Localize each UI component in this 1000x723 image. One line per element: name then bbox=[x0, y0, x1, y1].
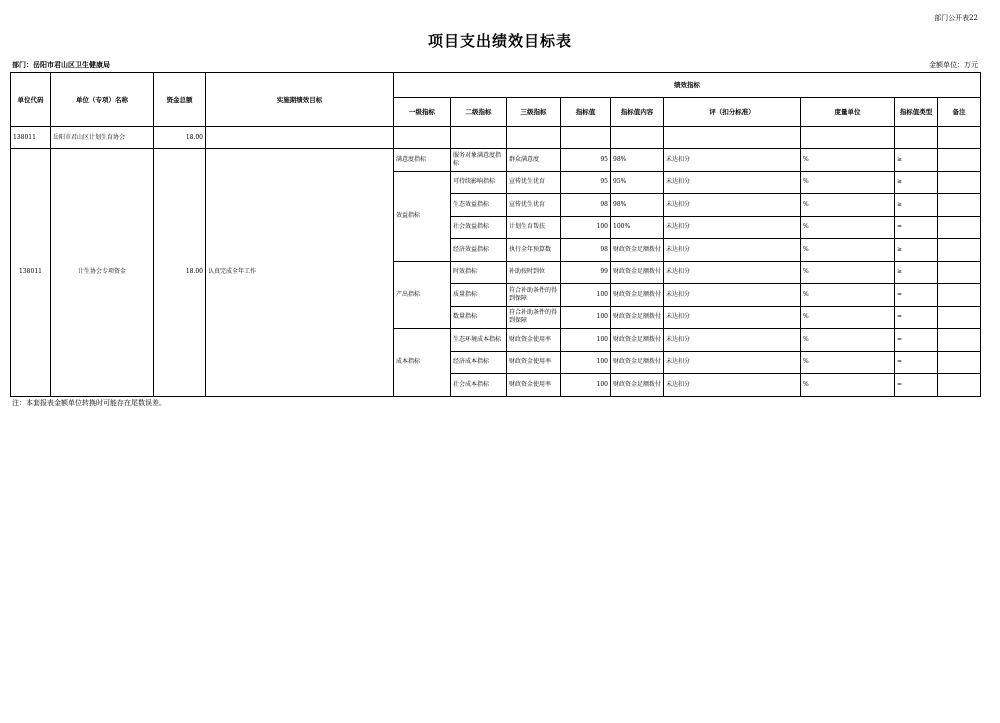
indicator-level2: 质量指标 bbox=[451, 284, 507, 307]
indicator-level2: 经济成本指标 bbox=[451, 351, 507, 374]
indicator-measure: % bbox=[801, 284, 895, 307]
indicator-level3: 计划生育帮扶 bbox=[507, 216, 561, 239]
indicator-score: 未达扣分 bbox=[664, 194, 801, 217]
indicator-remark bbox=[938, 171, 981, 194]
indicator-value: 98 bbox=[561, 239, 611, 262]
indicator-level3: 符合补助条件的得到保障 bbox=[507, 306, 561, 329]
department-label: 部门：岳阳市君山区卫生健康局 bbox=[12, 60, 110, 69]
indicator-score: 未达扣分 bbox=[664, 239, 801, 262]
indicator-level3: 补助按时到位 bbox=[507, 261, 561, 284]
indicator-score: 未达扣分 bbox=[664, 284, 801, 307]
indicator-score: 未达扣分 bbox=[664, 149, 801, 172]
indicator-measure: % bbox=[801, 239, 895, 262]
indicator-measure: % bbox=[801, 374, 895, 397]
indicator-remark bbox=[938, 216, 981, 239]
indicator-type: = bbox=[895, 284, 938, 307]
indicator-level2: 经济效益指标 bbox=[451, 239, 507, 262]
indicator-type: = bbox=[895, 216, 938, 239]
indicator-remark bbox=[938, 306, 981, 329]
indicator-level2: 社会成本指标 bbox=[451, 374, 507, 397]
indicator-level2: 生态环境成本指标 bbox=[451, 329, 507, 352]
indicator-type: ≥ bbox=[895, 171, 938, 194]
indicator-measure: % bbox=[801, 149, 895, 172]
indicator-value: 98 bbox=[561, 194, 611, 217]
header-measure: 度量单位 bbox=[801, 98, 895, 127]
indicator-level2: 可持续影响指标 bbox=[451, 171, 507, 194]
indicator-measure: % bbox=[801, 351, 895, 374]
indicator-score: 未达扣分 bbox=[664, 261, 801, 284]
parent-row bbox=[11, 127, 981, 149]
indicator-level3: 群众满意度 bbox=[507, 149, 561, 172]
indicator-type: = bbox=[895, 329, 938, 352]
project-total: 18.00 bbox=[154, 149, 206, 397]
parent-name: 岳阳市君山区计划生育协会 bbox=[51, 127, 154, 149]
parent-total: 18.00 bbox=[154, 127, 206, 149]
indicator-remark bbox=[938, 329, 981, 352]
indicator-type: ≥ bbox=[895, 149, 938, 172]
indicator-remark bbox=[938, 149, 981, 172]
indicator-level2: 时效指标 bbox=[451, 261, 507, 284]
indicator-level2: 社会效益指标 bbox=[451, 216, 507, 239]
indicator-level2: 服务对象满意度指标 bbox=[451, 149, 507, 172]
indicator-content: 财政资金足额拨付 bbox=[611, 261, 664, 284]
indicator-level3: 宣传优生优育 bbox=[507, 171, 561, 194]
header-perf: 绩效指标 bbox=[394, 73, 981, 98]
indicator-content: 财政资金足额拨付 bbox=[611, 306, 664, 329]
footnote: 注：本套报表金额单位转换时可能存在尾数误差。 bbox=[12, 399, 166, 407]
indicator-remark bbox=[938, 261, 981, 284]
header-lvl1: 一级指标 bbox=[394, 98, 451, 127]
form-number: 部门公开表22 bbox=[934, 14, 978, 22]
indicator-measure: % bbox=[801, 261, 895, 284]
indicator-level1: 产出指标 bbox=[394, 261, 451, 329]
indicator-content: 98% bbox=[611, 149, 664, 172]
indicator-remark bbox=[938, 194, 981, 217]
indicator-value: 95 bbox=[561, 171, 611, 194]
indicator-type: = bbox=[895, 306, 938, 329]
indicator-content: 财政资金足额拨付 bbox=[611, 284, 664, 307]
page-title: 项目支出绩效目标表 bbox=[427, 32, 572, 50]
indicator-type: = bbox=[895, 351, 938, 374]
indicator-content: 95% bbox=[611, 171, 664, 194]
indicator-content: 财政资金足额拨付 bbox=[611, 351, 664, 374]
indicator-content: 100% bbox=[611, 216, 664, 239]
indicator-level3: 财政资金使用率 bbox=[507, 374, 561, 397]
indicator-measure: % bbox=[801, 329, 895, 352]
header-unit-name: 单位（专项）名称 bbox=[51, 73, 154, 127]
project-name: 计生协会专项资金 bbox=[51, 149, 154, 397]
indicator-level3: 财政资金使用率 bbox=[507, 329, 561, 352]
indicator-level3: 符合补助条件的得到保障 bbox=[507, 284, 561, 307]
indicator-value: 100 bbox=[561, 284, 611, 307]
indicator-value: 100 bbox=[561, 329, 611, 352]
header-goal: 实施期绩效目标 bbox=[206, 73, 394, 127]
indicator-remark bbox=[938, 239, 981, 262]
indicator-type: = bbox=[895, 374, 938, 397]
indicator-value: 100 bbox=[561, 216, 611, 239]
performance-table bbox=[10, 72, 981, 397]
header-value: 指标值 bbox=[561, 98, 611, 127]
indicator-value: 100 bbox=[561, 374, 611, 397]
indicator-content: 财政资金足额拨付 bbox=[611, 329, 664, 352]
header-remark: 备注 bbox=[938, 98, 981, 127]
indicator-level3: 财政资金使用率 bbox=[507, 351, 561, 374]
indicator-type: ≥ bbox=[895, 261, 938, 284]
indicator-score: 未达扣分 bbox=[664, 216, 801, 239]
indicator-score: 未达扣分 bbox=[664, 374, 801, 397]
indicator-measure: % bbox=[801, 194, 895, 217]
indicator-type: ≥ bbox=[895, 194, 938, 217]
indicator-level3: 宣传优生优育 bbox=[507, 194, 561, 217]
indicator-content: 财政资金足额拨付 bbox=[611, 374, 664, 397]
indicator-level1: 效益指标 bbox=[394, 171, 451, 261]
indicator-value: 100 bbox=[561, 306, 611, 329]
indicator-value: 95 bbox=[561, 149, 611, 172]
indicator-level1: 满意度指标 bbox=[394, 149, 451, 172]
header-type: 指标值类型 bbox=[895, 98, 938, 127]
header-lvl3: 三级指标 bbox=[507, 98, 561, 127]
indicator-score: 未达扣分 bbox=[664, 351, 801, 374]
header-score: 评（扣分标准） bbox=[664, 98, 801, 127]
indicator-content: 98% bbox=[611, 194, 664, 217]
indicator-remark bbox=[938, 351, 981, 374]
indicator-content: 财政资金足额拨付 bbox=[611, 239, 664, 262]
header-content: 指标值内容 bbox=[611, 98, 664, 127]
indicator-value: 99 bbox=[561, 261, 611, 284]
indicator-measure: % bbox=[801, 216, 895, 239]
header-total: 资金总额 bbox=[154, 73, 206, 127]
parent-code: 138011 bbox=[11, 127, 51, 149]
indicator-row bbox=[11, 149, 981, 172]
indicator-score: 未达扣分 bbox=[664, 171, 801, 194]
indicator-level3: 执行全年预算数 bbox=[507, 239, 561, 262]
amount-unit-label: 金额单位：万元 bbox=[929, 61, 978, 69]
indicator-score: 未达扣分 bbox=[664, 306, 801, 329]
indicator-remark bbox=[938, 374, 981, 397]
indicator-value: 100 bbox=[561, 351, 611, 374]
indicator-type: ≥ bbox=[895, 239, 938, 262]
indicator-remark bbox=[938, 284, 981, 307]
indicator-score: 未达扣分 bbox=[664, 329, 801, 352]
project-goal: 认真完成全年工作 bbox=[206, 149, 394, 397]
project-code: 138011 bbox=[11, 149, 51, 397]
indicator-level2: 生态效益指标 bbox=[451, 194, 507, 217]
indicator-level2: 数量指标 bbox=[451, 306, 507, 329]
indicator-measure: % bbox=[801, 306, 895, 329]
indicator-level1: 成本指标 bbox=[394, 329, 451, 397]
header-lvl2: 二级指标 bbox=[451, 98, 507, 127]
indicator-measure: % bbox=[801, 171, 895, 194]
header-unit-code: 单位代码 bbox=[11, 73, 51, 127]
